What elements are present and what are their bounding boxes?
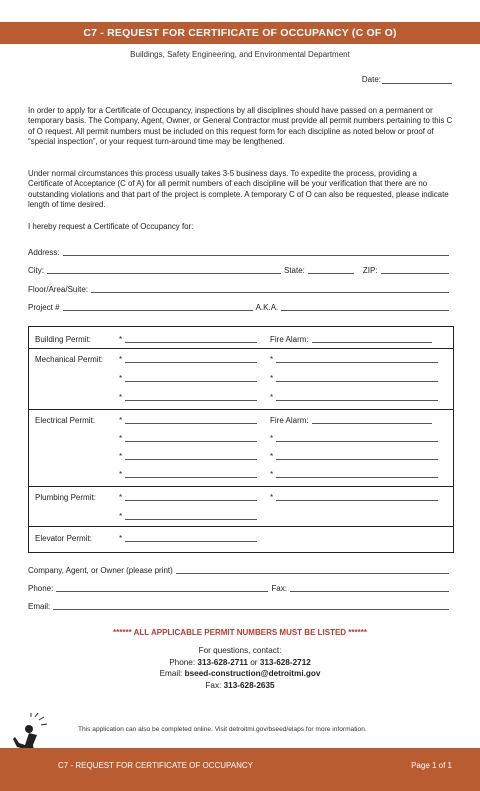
electrical-permit-field-4[interactable]: * xyxy=(119,450,257,461)
electrical-line-3[interactable] xyxy=(276,433,438,442)
mechanical-permit-field-6[interactable]: * xyxy=(270,391,438,402)
contact-intro: For questions, contact: xyxy=(198,646,282,655)
contact-email-link[interactable]: bseed-construction@detroitmi.gov xyxy=(184,669,321,678)
company-input-line[interactable] xyxy=(176,565,449,574)
email-row xyxy=(28,600,452,611)
city-label: City: xyxy=(28,266,44,275)
divider xyxy=(29,486,453,487)
request-statement: I hereby request a Certificate of Occupancy for: xyxy=(28,222,194,231)
email-label: Email: xyxy=(28,602,51,611)
company-row xyxy=(28,564,452,575)
date-input-line[interactable] xyxy=(382,75,452,84)
project-row xyxy=(28,301,452,312)
mechanical-line-4[interactable] xyxy=(276,373,438,382)
instructions-paragraph-1: In order to apply for a Certificate of Occupancy, inspections by all disciplines should have passed on a permanent or temporary basis. The Company, Agent, Owner, or General Contractor must provide all permit numbers pertaining to this C of O request. All permit numbers must be included on this request form for each discipline as noted below or proof of “special inspection”, or your request turn-around time may be lengthened. xyxy=(28,106,453,147)
plumbing-line-1[interactable] xyxy=(125,492,257,501)
mechanical-line-1[interactable] xyxy=(125,354,257,363)
zip-input-line[interactable] xyxy=(381,265,449,274)
floor-input-line[interactable] xyxy=(91,284,449,293)
city-input-line[interactable] xyxy=(47,265,281,274)
date-label: Date: xyxy=(361,75,381,84)
online-note: This application can also be completed online. Visit detroitmi.gov/bseed/elaps for more information. xyxy=(78,726,367,733)
aka-input-line[interactable] xyxy=(281,302,449,311)
divider xyxy=(29,348,453,349)
electrical-line-1[interactable] xyxy=(125,415,257,424)
plumbing-line-3[interactable] xyxy=(125,511,257,520)
electrical-permit-field-2[interactable]: * xyxy=(119,432,257,443)
state-input-line[interactable] xyxy=(308,265,354,274)
contact-phone-2[interactable]: 313-628-2712 xyxy=(259,657,311,667)
mechanical-permit-field-5[interactable]: * xyxy=(119,391,257,402)
fax-input-line[interactable] xyxy=(290,583,449,592)
mechanical-permit-field-3[interactable]: * xyxy=(119,372,257,383)
electrical-line-7[interactable] xyxy=(276,469,438,478)
form-title: C7 - REQUEST FOR CERTIFICATE OF OCCUPANCY (C OF O) xyxy=(83,27,397,39)
footer-bar xyxy=(0,748,480,791)
plumbing-permit-field-3[interactable]: * xyxy=(119,510,257,521)
department-name: Buildings, Safety Engineering, and Environmental Department xyxy=(130,50,350,59)
address-label: Address: xyxy=(28,248,60,257)
divider xyxy=(29,526,453,527)
notice-text: ****** ALL APPLICABLE PERMIT NUMBERS MUST BE LISTED ****** xyxy=(113,628,367,637)
city-row xyxy=(28,264,452,275)
mechanical-permit-label: Mechanical Permit: xyxy=(35,355,104,364)
contact-email-line: Email: bseed-construction@detroitmi.gov xyxy=(159,669,321,678)
building-permit-label: Building Permit: xyxy=(35,335,92,344)
electrical-fire-alarm-line[interactable] xyxy=(312,415,432,424)
address-input-line[interactable] xyxy=(63,247,449,256)
electrical-permit-field-7[interactable]: * xyxy=(270,468,438,479)
phone-row xyxy=(28,582,452,593)
contact-fax-line: Fax: 313-628-2635 xyxy=(205,680,275,690)
state-label: State: xyxy=(284,266,305,275)
instructions-paragraph-2: Under normal circumstances this process usually takes 3-5 business days. To expedite the process, providing a Certificate of Acceptance (C of A) for all permit numbers of each discipline will be your verification that there are no outstanding violations and that part of the project is complete. A temporary C of O can also be requested, please indicate length of time desired. xyxy=(28,169,449,210)
date-field[interactable] xyxy=(362,75,452,84)
electrical-permit-label: Electrical Permit: xyxy=(35,416,96,425)
address-row xyxy=(28,246,452,257)
mechanical-line-2[interactable] xyxy=(276,354,438,363)
electrical-permit-field-5[interactable]: * xyxy=(270,450,438,461)
fire-alarm-line[interactable] xyxy=(312,334,432,343)
permits-box xyxy=(28,326,454,553)
email-input-line[interactable] xyxy=(53,601,449,610)
electrical-permit-field-1[interactable]: * xyxy=(119,414,257,425)
project-label: Project # xyxy=(28,303,60,312)
aka-label: A.K.A. xyxy=(255,303,279,312)
floor-row xyxy=(28,283,452,294)
contact-phone-1[interactable]: 313-628-2711 xyxy=(197,657,248,667)
plumbing-permit-label: Plumbing Permit: xyxy=(35,493,96,502)
fax-label: Fax: xyxy=(271,584,287,593)
mechanical-permit-field-2[interactable]: * xyxy=(270,353,438,364)
zip-label: ZIP: xyxy=(362,266,378,275)
mechanical-permit-field-1[interactable]: * xyxy=(119,353,257,364)
electrical-line-2[interactable] xyxy=(125,433,257,442)
electrical-permit-field-3[interactable]: * xyxy=(270,432,438,443)
mechanical-line-6[interactable] xyxy=(276,392,438,401)
footer-title: C7 - REQUEST FOR CERTIFICATE OF OCCUPANCY xyxy=(58,761,253,770)
electrical-line-5[interactable] xyxy=(276,451,438,460)
contact-block xyxy=(0,645,480,691)
floor-label: Floor/Area/Suite: xyxy=(28,285,89,294)
electrical-line-4[interactable] xyxy=(125,451,257,460)
form-title-bar xyxy=(0,22,480,44)
company-label: Company, Agent, or Owner (please print) xyxy=(28,566,173,575)
divider xyxy=(29,409,453,410)
plumbing-permit-field-1[interactable]: * xyxy=(119,491,257,502)
elevator-permit-label: Elevator Permit: xyxy=(35,534,92,543)
contact-fax: 313-628-2635 xyxy=(223,680,275,690)
fire-alarm-field[interactable]: Fire Alarm: xyxy=(270,333,432,344)
plumbing-permit-field-2[interactable]: * xyxy=(270,491,438,502)
mechanical-line-3[interactable] xyxy=(125,373,257,382)
elevator-line[interactable] xyxy=(125,533,257,542)
page-number: Page 1 of 1 xyxy=(411,761,452,770)
phone-input-line[interactable] xyxy=(56,583,268,592)
mechanical-permit-field-4[interactable]: * xyxy=(270,372,438,383)
building-permit-field[interactable]: * xyxy=(119,333,257,344)
electrical-permit-field-6[interactable]: * xyxy=(119,468,257,479)
project-input-line[interactable] xyxy=(63,302,253,311)
plumbing-line-2[interactable] xyxy=(276,492,438,501)
phone-label: Phone: xyxy=(28,584,54,593)
electrical-fire-alarm-field[interactable]: Fire Alarm: xyxy=(270,414,432,425)
elevator-permit-field[interactable]: * xyxy=(119,532,257,543)
building-permit-line[interactable] xyxy=(125,334,257,343)
mechanical-line-5[interactable] xyxy=(125,392,257,401)
contact-phone-line: Phone: 313-628-2711 or 313-628-2712 xyxy=(169,657,311,667)
electrical-line-6[interactable] xyxy=(125,469,257,478)
